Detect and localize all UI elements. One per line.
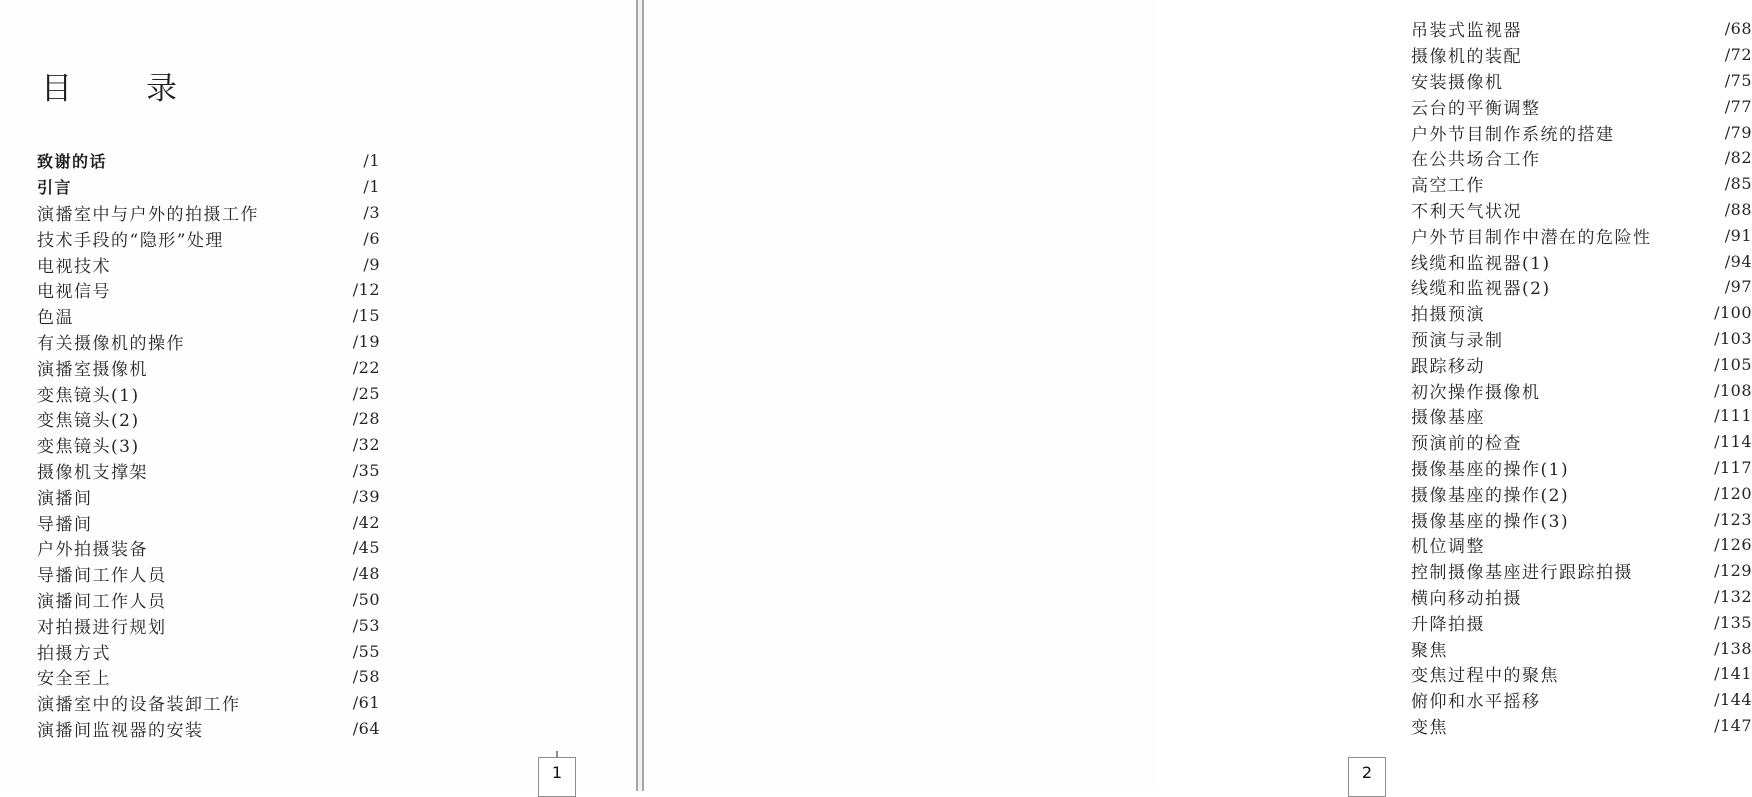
- toc-entry-page-number: /147: [1714, 715, 1752, 735]
- toc-entry: [1411, 429, 1752, 455]
- toc-entry: [1411, 661, 1752, 687]
- toc-entry-page-number: /88: [1724, 199, 1752, 219]
- toc-entry-page-number: /45: [352, 538, 380, 558]
- page-divider: [636, 0, 644, 791]
- toc-entry-title: 演播室中与户外的拍摄工作: [37, 204, 259, 225]
- toc-entry-page-number: /72: [1724, 45, 1752, 65]
- toc-entry-title: 导播间工作人员: [37, 566, 167, 587]
- toc-entry-page-number: /6: [363, 228, 380, 248]
- toc-entry: [37, 432, 380, 458]
- toc-entry: [37, 225, 380, 251]
- page-number-1: 1: [551, 763, 563, 782]
- toc-entry-page-number: /12: [352, 280, 380, 300]
- toc-page-2: [644, 0, 1752, 791]
- toc-entry: [1411, 377, 1752, 403]
- toc-entry: [1411, 300, 1752, 326]
- toc-entry: [1411, 609, 1752, 635]
- toc-entry: [1411, 455, 1752, 481]
- toc-entry: [1411, 326, 1752, 352]
- toc-entry-page-number: /25: [352, 383, 380, 403]
- toc-entry: [37, 561, 380, 587]
- page-number-box-2: [1348, 757, 1386, 797]
- toc-entry: [1411, 532, 1752, 558]
- toc-entry-title: 高空工作: [1411, 176, 1485, 197]
- toc-entry: [1411, 274, 1752, 300]
- toc-entry-title: 摄像机支撑架: [37, 462, 148, 483]
- toc-entry-title: 对拍摄进行规划: [37, 617, 167, 638]
- toc-entry-title: 摄像基座的操作(3): [1411, 511, 1570, 532]
- toc-entry-title: 聚焦: [1411, 640, 1448, 661]
- toc-entry-page-number: /77: [1724, 96, 1752, 116]
- toc-entry-page-number: /35: [352, 460, 380, 480]
- toc-entry: [1411, 584, 1752, 610]
- toc-entry: [37, 638, 380, 664]
- toc-entry-page-number: /111: [1714, 406, 1752, 426]
- toc-entry-title: 预演前的检查: [1411, 434, 1522, 455]
- toc-entry-page-number: /28: [352, 409, 380, 429]
- toc-entry-title: 机位调整: [1411, 537, 1485, 558]
- toc-entry-title: 变焦: [1411, 717, 1448, 738]
- toc-entry-page-number: /9: [363, 254, 380, 274]
- toc-entry: [37, 354, 380, 380]
- toc-entry-title: 电视技术: [37, 256, 111, 277]
- toc-entry-title: 跟踪移动: [1411, 356, 1485, 377]
- toc-list-page-1: [37, 148, 380, 741]
- toc-entry-page-number: /19: [352, 331, 380, 351]
- toc-entry-title: 演播室中的设备装卸工作: [37, 695, 241, 716]
- toc-entry-title: 电视信号: [37, 282, 111, 303]
- toc-entry: [37, 612, 380, 638]
- toc-entry: [37, 174, 380, 200]
- toc-entry-page-number: /32: [352, 435, 380, 455]
- toc-entry-title: 初次操作摄像机: [1411, 382, 1541, 403]
- toc-entry-page-number: /75: [1724, 70, 1752, 90]
- page-number-2: 2: [1361, 763, 1373, 782]
- toc-entry-page-number: /85: [1724, 174, 1752, 194]
- toc-entry-page-number: /97: [1724, 277, 1752, 297]
- toc-entry-page-number: /129: [1714, 561, 1752, 581]
- toc-entry-page-number: /15: [352, 306, 380, 326]
- toc-entry: [1411, 506, 1752, 532]
- toc-page-1: [0, 0, 636, 791]
- toc-entry: [37, 509, 380, 535]
- toc-entry: [1411, 145, 1752, 171]
- toc-entry-page-number: /82: [1724, 148, 1752, 168]
- toc-entry-title: 变焦镜头(2): [37, 411, 140, 432]
- toc-entry-page-number: /103: [1714, 328, 1752, 348]
- toc-entry: [37, 406, 380, 432]
- toc-entry: [37, 380, 380, 406]
- toc-entry-title: 演播室摄像机: [37, 359, 148, 380]
- toc-entry: [1411, 16, 1752, 42]
- toc-list-page-2: [1411, 16, 1752, 738]
- toc-entry-page-number: /91: [1724, 225, 1752, 245]
- toc-entry-page-number: /123: [1714, 509, 1752, 529]
- toc-entry-page-number: /100: [1714, 303, 1752, 323]
- toc-entry-title: 变焦过程中的聚焦: [1411, 666, 1559, 687]
- toc-entry-page-number: /138: [1714, 638, 1752, 658]
- toc-title: [41, 63, 177, 108]
- toc-entry-page-number: /108: [1714, 380, 1752, 400]
- toc-entry-title: 变焦镜头(1): [37, 385, 140, 406]
- toc-entry: [37, 277, 380, 303]
- toc-entry: [1411, 558, 1752, 584]
- toc-entry-page-number: /1: [363, 177, 380, 197]
- toc-entry-title: 摄像机的装配: [1411, 47, 1522, 68]
- toc-entry: [37, 200, 380, 226]
- toc-entry: [37, 483, 380, 509]
- toc-entry-title: 俯仰和水平摇移: [1411, 692, 1541, 713]
- toc-entry: [37, 664, 380, 690]
- toc-entry-page-number: /53: [352, 615, 380, 635]
- toc-entry: [1411, 197, 1752, 223]
- toc-entry: [37, 251, 380, 277]
- toc-entry-title: 不利天气状况: [1411, 201, 1522, 222]
- toc-entry-title: 摄像基座的操作(1): [1411, 459, 1570, 480]
- toc-entry-page-number: /120: [1714, 483, 1752, 503]
- toc-entry-title: 户外节目制作中潜在的危险性: [1411, 227, 1652, 248]
- toc-entry-page-number: /132: [1714, 586, 1752, 606]
- toc-entry: [1411, 119, 1752, 145]
- toc-entry-page-number: /50: [352, 589, 380, 609]
- toc-entry: [1411, 351, 1752, 377]
- toc-entry-title: 户外节目制作系统的搭建: [1411, 124, 1615, 145]
- toc-entry-title: 控制摄像基座进行跟踪拍摄: [1411, 563, 1633, 584]
- toc-entry-page-number: /55: [352, 641, 380, 661]
- toc-entry: [1411, 93, 1752, 119]
- toc-entry-page-number: /22: [352, 357, 380, 377]
- toc-entry-page-number: /39: [352, 486, 380, 506]
- toc-entry-page-number: /68: [1724, 19, 1752, 39]
- toc-entry: [1411, 171, 1752, 197]
- toc-entry-title: 致谢的话: [37, 152, 108, 172]
- toc-entry-title: 线缆和监视器(2): [1411, 279, 1551, 300]
- toc-entry: [37, 458, 380, 484]
- toc-entry-title: 导播间: [37, 514, 93, 535]
- toc-entry-title: 变焦镜头(3): [37, 437, 140, 458]
- toc-entry: [37, 148, 380, 174]
- toc-entry-page-number: /114: [1714, 432, 1752, 452]
- toc-entry: [1411, 635, 1752, 661]
- toc-entry: [1411, 42, 1752, 68]
- toc-entry: [1411, 480, 1752, 506]
- toc-entry: [1411, 687, 1752, 713]
- toc-entry-title: 线缆和监视器(1): [1411, 253, 1551, 274]
- toc-title-char-2: 录: [146, 71, 177, 107]
- toc-entry: [1411, 248, 1752, 274]
- toc-entry-title: 升降拍摄: [1411, 614, 1485, 635]
- toc-entry-page-number: /117: [1714, 457, 1752, 477]
- page-number-box-1: [538, 757, 576, 797]
- toc-entry-title: 吊装式监视器: [1411, 21, 1522, 42]
- toc-entry-page-number: /1: [363, 151, 380, 171]
- toc-entry-page-number: /79: [1724, 122, 1752, 142]
- toc-entry: [1411, 222, 1752, 248]
- toc-entry-title: 户外拍摄装备: [37, 540, 148, 561]
- toc-entry: [37, 690, 380, 716]
- toc-entry-title: 演播间工作人员: [37, 591, 167, 612]
- toc-entry-title: 摄像基座: [1411, 408, 1485, 429]
- toc-entry-title: 拍摄方式: [37, 643, 111, 664]
- toc-entry-page-number: /48: [352, 564, 380, 584]
- toc-entry-title: 色温: [37, 308, 74, 329]
- toc-entry-page-number: /64: [352, 718, 380, 738]
- toc-entry: [37, 303, 380, 329]
- toc-entry-page-number: /3: [363, 202, 380, 222]
- toc-entry-title: 安全至上: [37, 669, 111, 690]
- toc-entry-page-number: /141: [1714, 664, 1752, 684]
- toc-entry-page-number: /126: [1714, 535, 1752, 555]
- toc-entry-title: 演播间: [37, 488, 93, 509]
- toc-entry-title: 安装摄像机: [1411, 72, 1504, 93]
- toc-entry-title: 云台的平衡调整: [1411, 98, 1541, 119]
- toc-entry-title: 演播间监视器的安装: [37, 720, 204, 741]
- toc-entry-page-number: /144: [1714, 690, 1752, 710]
- toc-entry: [37, 329, 380, 355]
- toc-entry: [1411, 713, 1752, 739]
- toc-entry-title: 在公共场合工作: [1411, 150, 1541, 171]
- toc-entry-page-number: /61: [352, 693, 380, 713]
- toc-entry-title: 横向移动拍摄: [1411, 588, 1522, 609]
- toc-entry: [1411, 403, 1752, 429]
- toc-entry-page-number: /58: [352, 667, 380, 687]
- toc-entry-title: 摄像基座的操作(2): [1411, 485, 1570, 506]
- toc-entry-title: 有关摄像机的操作: [37, 333, 185, 354]
- toc-entry-title: 拍摄预演: [1411, 305, 1485, 326]
- toc-entry: [1411, 68, 1752, 94]
- toc-entry-page-number: /105: [1714, 354, 1752, 374]
- toc-entry-title: 引言: [37, 178, 73, 198]
- toc-entry-title: 预演与录制: [1411, 330, 1504, 351]
- toc-entry-title: 技术手段的“隐形”处理: [37, 230, 224, 251]
- toc-entry: [37, 535, 380, 561]
- toc-entry: [37, 716, 380, 742]
- toc-entry: [37, 587, 380, 613]
- toc-entry-page-number: /135: [1714, 612, 1752, 632]
- toc-title-char-1: 目: [41, 71, 72, 107]
- toc-entry-page-number: /42: [352, 512, 380, 532]
- toc-entry-page-number: /94: [1724, 251, 1752, 271]
